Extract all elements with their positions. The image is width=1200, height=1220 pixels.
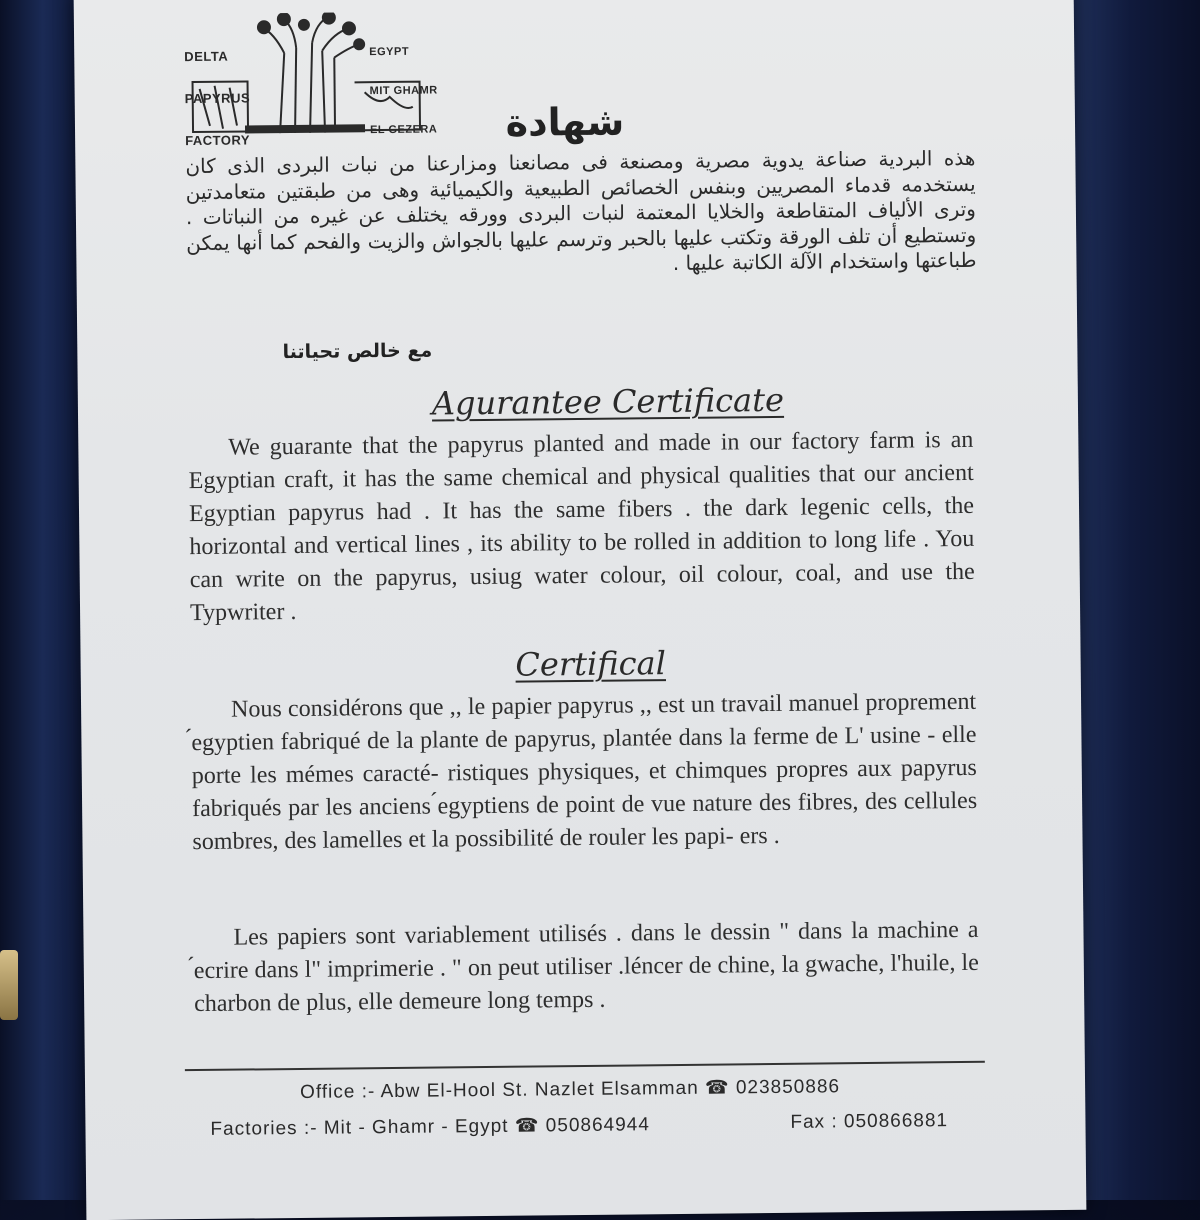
footer-divider (185, 1061, 985, 1071)
pin-icon (0, 950, 18, 1020)
arabic-body: هذه البردية صناعة يدوية مصرية ومصنعة فى مصانعنا ومزارعنا من نبات البردى الذى كان يستخدمه قدماء المصريين وبنفس الخصائص الطبيعية والكيميائية وهى من طبقتين متعامدتين وترى الألياف المتقاطعة والخلايا المعتمة لنبات البردى وورقه يختلف عن غيره من النباتات . وتستطيع أن تلف الورقة وتكتب عليها بالحبر وترسم عليها بالجواش والزيت والفحم كما أنها يمكن طباعتها واستخدام الآلة الكاتبة عليها . (185, 145, 977, 276)
french-paragraph-1: Nous considérons que ,, le papier papyrus ,, est un travail manuel proprement ́egyptien fabriqué de la plante de papyrus, plantée dans la ferme de L' usine - elle porte les mémes caracté- ristiques physiques, et chimques propres aux papyrus fabriqués par les anciens ́egyptiens de point de vue nature des fibres, des cellules sombres, des lamelles et la possibilité de rouler les papi- ers . (191, 688, 978, 856)
french-body-1 (191, 686, 978, 859)
english-body (188, 424, 975, 630)
office-address: Office :- Abw El-Hool St. Nazlet Elsamman ☎ 023850886 (300, 1076, 841, 1103)
french-body-2 (193, 914, 979, 1021)
certificate-paper (74, 0, 1087, 1220)
fax-number: Fax : 050866881 (790, 1110, 949, 1133)
french-paragraph-2: Les papiers sont variablement utilisés . dans le dessin " dans la machine a ́ecrire dans l" imprimerie . " on peut utiliser .léncer de chine, la gwache, l'huile, le charbon de plus, elle demeure long temps . (193, 916, 979, 1018)
factories-address: Factories :- Mit - Ghamr - Egypt ☎ 050864944 (210, 1114, 650, 1140)
factory-logo (184, 11, 438, 149)
french-title: Certifical (515, 644, 667, 684)
logo-name-left: DELTA PAPYRUS FACTORY (184, 48, 251, 149)
english-paragraph: We guarante that the papyrus planted and made in our factory farm is an Egyptian craft, it has the same chemical and physical qualities that our ancient Egyptian papyrus had . It has the same fibers . the dark legenic cells, the horizontal and vertical lines , its ability to be rolled in addition to long life . You can write on the papyrus, usiug water colour, oil colour, coal, and use the Typwriter . (188, 426, 975, 627)
logo-name-right: EGYPT MIT GHAMR EL GEZERA (369, 45, 438, 137)
arabic-title: شهادة (505, 99, 625, 145)
english-title: Agurantee Certificate (431, 380, 785, 423)
arabic-closing: مع خالص تحياتنا (282, 339, 433, 364)
